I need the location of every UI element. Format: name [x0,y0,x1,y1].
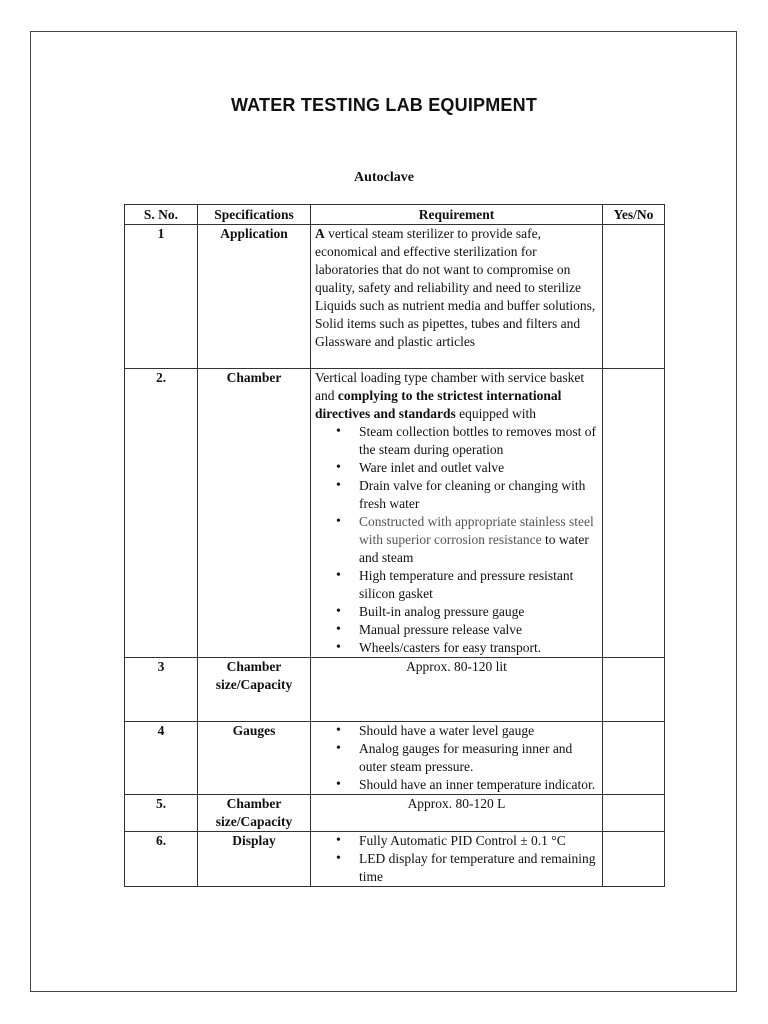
list-item [359,513,598,567]
row-spec: Application [198,225,311,369]
table-row [125,658,665,722]
row-spec: Gauges [198,722,311,795]
list-item: • Fully Automatic PID Control ± 0.1 °C [359,832,598,850]
row-spec: Chamber size/Capacity [198,658,311,722]
row-yes-no [603,225,665,369]
requirement-bullets [315,722,598,794]
list-item: • Manual pressure release valve [359,621,598,639]
list-item: • Ware inlet and outlet valve [359,459,598,477]
row-sno: 6. [125,832,198,887]
row-sno: 1 [125,225,198,369]
row-sno: 5. [125,795,198,832]
list-item: • Built-in analog pressure gauge [359,603,598,621]
list-item: • LED display for temperature and remaining time [359,850,598,886]
list-item: • Steam collection bottles to removes most of the steam during operation [359,423,598,459]
row-yes-no [603,832,665,887]
table-header-row [125,205,665,225]
row-requirement: Approx. 80-120 lit [311,658,603,722]
row-requirement: Approx. 80-120 L [311,795,603,832]
intro-bold: complying to the strictest international directives and standards [315,388,562,421]
row-spec: Chamber [198,369,311,658]
row-requirement [311,722,603,795]
header-requirement: Requirement [311,205,603,225]
row-requirement [311,369,603,658]
row-spec: Display [198,832,311,887]
header-sno: S. No. [125,205,198,225]
list-item: • High temperature and pressure resistant silicon gasket [359,567,598,603]
requirement-lead: A [315,226,325,241]
document-subtitle: Autoclave [354,170,414,185]
list-item-grey-text: Constructed with appropriate stainless steel with superior corrosion resistance [359,514,594,547]
table-row [125,795,665,832]
list-item: • Drain valve for cleaning or changing with fresh water [359,477,598,513]
list-item: • Should have an inner temperature indicator. [359,776,598,794]
row-yes-no [603,722,665,795]
requirement-bullets [315,423,598,657]
row-requirement [311,225,603,369]
header-yes-no: Yes/No [603,205,665,225]
row-yes-no [603,369,665,658]
table-row [125,722,665,795]
row-sno: 4 [125,722,198,795]
row-sno: 3 [125,658,198,722]
list-item: • Should have a water level gauge [359,722,598,740]
row-spec: Chamber size/Capacity [198,795,311,832]
row-requirement [311,832,603,887]
document-title: WATER TESTING LAB EQUIPMENT [230,95,538,115]
header-specifications: Specifications [198,205,311,225]
table-row [125,832,665,887]
list-item: • Wheels/casters for easy transport. [359,639,598,657]
specification-table [124,204,665,887]
row-yes-no [603,795,665,832]
requirement-bullets [315,832,598,886]
table-row [125,369,665,658]
intro-tail: equipped with [455,406,537,421]
row-sno: 2. [125,369,198,658]
row-yes-no [603,658,665,722]
list-item: • Analog gauges for measuring inner and outer steam pressure. [359,740,598,776]
table-row [125,225,665,369]
requirement-intro [315,369,598,423]
requirement-text: vertical steam sterilizer to provide safe, economical and effective sterilization for laboratories that do not want to compromise on quality, safety and reliability and need to sterilize Liquids such as nutrient media and buffer solutions, Solid items such as pipettes, tubes and filters and Glassware and plastic articles [315,226,596,349]
intro-text: Vertical loading type chamber with service basket and [315,370,585,403]
list-item-tail: to water and steam [359,532,589,565]
